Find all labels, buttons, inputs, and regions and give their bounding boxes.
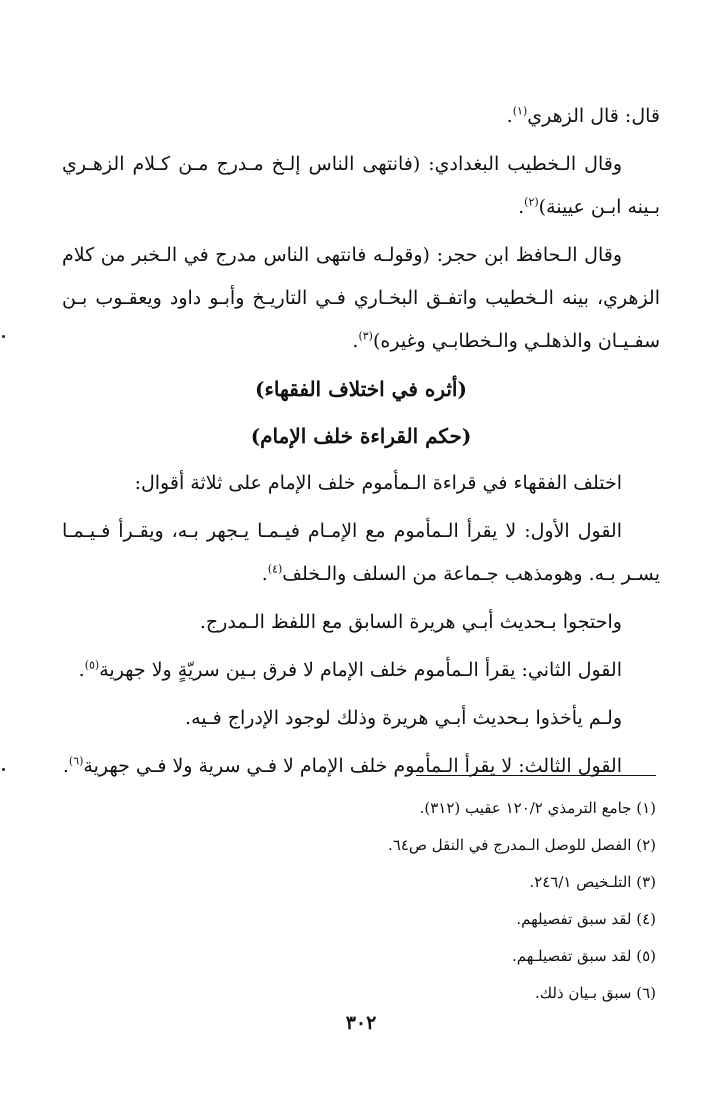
footnote-6: (٦) سبق بـيان ذلك. xyxy=(534,984,656,1002)
paragraph-text: واحتجوا بـحديث أبـي هريرة السابق مع اللفظ الـمدرج. xyxy=(199,611,622,633)
paragraph-text: ولـم يأخذوا بـحديث أبـي هريرة وذلك لوجود الإدراج فـيه. xyxy=(185,707,622,729)
footnote-2: (٢) الفصل للوصل الـمدرج في النقل ص٦٤. xyxy=(388,836,656,854)
footnote-5: (٥) لقد سبق تفصيلـهم. xyxy=(511,947,656,965)
paragraph-3 xyxy=(62,234,660,363)
paragraph-text: القول الأول: لا يقرأ الـمأموم مع الإمـام فيـمـا يـجهر بـه، ويقـرأ فـيـمـا يسـر بـه. وهومذهب جـماعة من السلف والـخلف xyxy=(62,520,660,585)
section-heading-effect: (أثره في اختلاف الفقهاء) xyxy=(255,377,467,401)
footnote-4: (٤) لقد سبق تفصيلهم. xyxy=(516,910,656,928)
paragraph-9 xyxy=(62,745,660,788)
paragraph-text: وقال الـحافظ ابن حجر: (وقولـه فانتهى الناس مدرج في الـخبر من كلام الزهري، بينه الـخطيب واتفـق البخـاري فـي التاريـخ وأبـو داود ويعقـوب بـن سفـيـان والذهلـي والـخطابـي وغيره) xyxy=(62,244,660,352)
paragraph-text: اختلف الفقهاء في قراءة الـمأموم خلف الإمام على ثلاثة أقوال: xyxy=(134,472,622,494)
footnote-ref-4: (٤) xyxy=(267,562,283,576)
scan-edge-mark xyxy=(2,335,5,338)
footnote-ref-2: (٢) xyxy=(524,195,539,209)
page-number: ٣٠٢ xyxy=(345,1012,377,1034)
paragraph-text: قال: قال الزهري xyxy=(527,105,660,127)
sentence-end: . xyxy=(352,330,359,352)
sentence-end: . xyxy=(78,659,85,681)
sentence-end: . xyxy=(506,105,513,127)
paragraph-text: القول الثاني: يقرأ الـمأموم خلف الإمام لا فرق بـين سريّةٍ ولا جهرية xyxy=(99,659,622,681)
sentence-end: . xyxy=(261,563,268,585)
paragraph-4 xyxy=(62,462,660,505)
sentence-end: . xyxy=(518,196,525,218)
paragraph-text: وقال الـخطيب البغدادي: (فانتهى الناس إلـخ مـدرج مـن كـلام الزهـري بـينه ابـن عيينة) xyxy=(62,153,660,218)
sentence-end: . xyxy=(62,755,69,777)
footnote-3: (٣) التلـخيص ٢٤٦/١. xyxy=(529,873,656,891)
paragraph-8 xyxy=(62,697,660,740)
paragraph-6 xyxy=(62,601,660,644)
scan-edge-mark xyxy=(2,768,5,771)
paragraph-2 xyxy=(62,143,660,229)
paragraph-text: القول الثالث: لا يقرأ الـمأموم خلف الإمام لا فـي سرية ولا فـي جهرية xyxy=(83,755,622,777)
footnote-ref-6: (٦) xyxy=(68,754,84,768)
paragraph-7 xyxy=(62,649,660,692)
footnote-ref-1: (١) xyxy=(512,104,528,118)
section-heading-ruling: (حكم القراءة خلف الإمام) xyxy=(250,424,472,448)
footnotes xyxy=(62,790,656,1012)
footnote-ref-3: (٣) xyxy=(358,329,373,343)
main-text xyxy=(62,95,660,793)
footnote-ref-5: (٥) xyxy=(84,658,100,672)
footnote-1: (١) جامع الترمذي ١٢٠/٢ عقيب (٣١٢). xyxy=(419,799,656,817)
paragraph-1 xyxy=(62,95,660,138)
paragraph-5 xyxy=(62,510,660,596)
footnote-divider xyxy=(416,775,656,776)
